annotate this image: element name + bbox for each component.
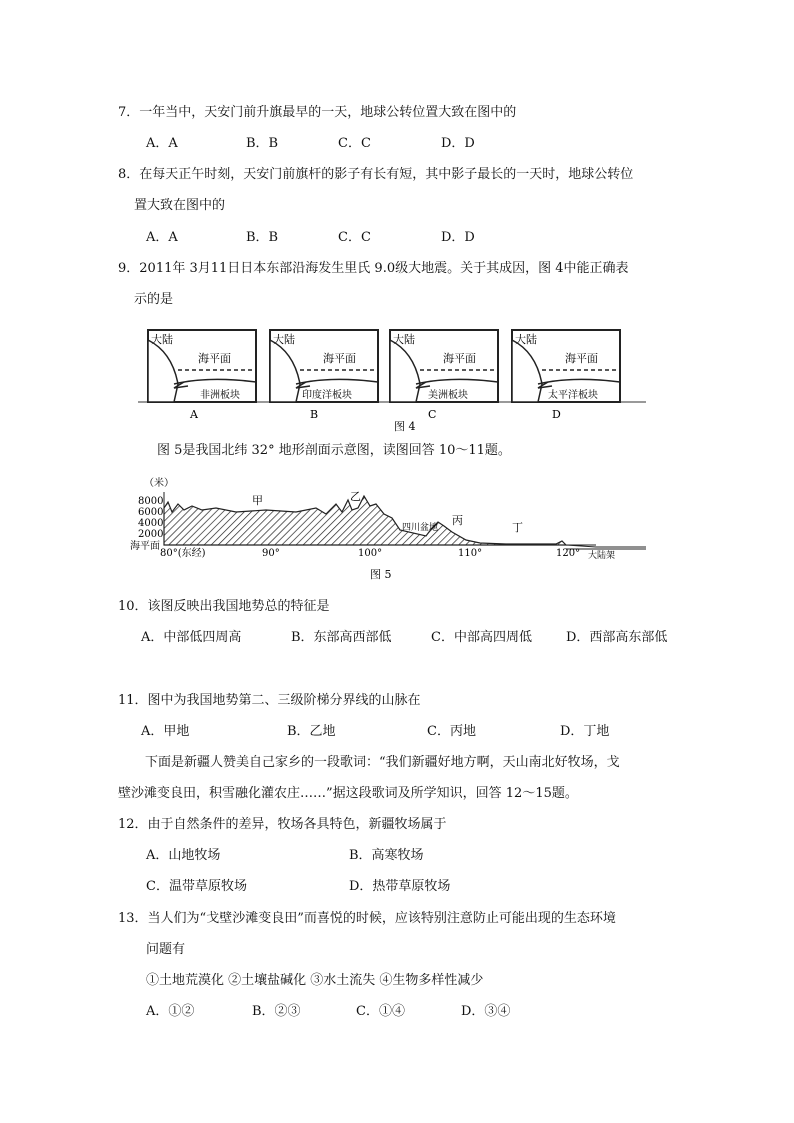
q10-option-b[interactable]: B．东部高西部低 (291, 630, 392, 645)
fig4-b-sea: 海平面 (323, 352, 356, 365)
fig4-panel-a (148, 330, 256, 421)
q12-option-a[interactable]: A．山地牧场 (146, 848, 221, 863)
q8-stem-line1: 8．在每天正午时刻，天安门前旗杆的影子有长有短，其中影子最长的一天时，地球公转位 (118, 167, 634, 182)
fig5-ytick-2000: 2000 (138, 529, 164, 540)
fig5-xtick-100: 100° (358, 548, 383, 559)
q7-option-d[interactable]: D．D (441, 136, 475, 151)
q10-option-a[interactable]: A．中部低四周高 (141, 630, 242, 645)
figure-4-plate-diagram (138, 322, 646, 434)
q12-option-c[interactable]: C．温带草原牧场 (146, 879, 247, 894)
q13-option-d[interactable]: D．③④ (461, 1004, 511, 1019)
q7-option-a[interactable]: A．A (146, 136, 178, 151)
fig5-label-bing: 丙 (452, 514, 463, 527)
q11-option-c[interactable]: C．丙地 (427, 724, 476, 739)
fig4-c-letter: C (428, 408, 437, 421)
fig5-unit: （米） (144, 478, 174, 489)
q10-option-c[interactable]: C．中部高四周低 (431, 630, 532, 645)
fig4-panel-c (390, 330, 498, 421)
fig5-ytick-6000: 6000 (138, 507, 164, 518)
q13-option-b[interactable]: B．②③ (252, 1004, 301, 1019)
fig4-panel-d (512, 330, 620, 421)
q12-stem: 12．由于自然条件的差异，牧场各具特色，新疆牧场属于 (118, 817, 447, 832)
fig5-sea-level: 海平面 (130, 541, 160, 552)
q9-stem-line2: 示的是 (134, 292, 174, 307)
fig4-d-land: 大陆 (515, 333, 537, 346)
q11-stem: 11．图中为我国地势第二、三级阶梯分界线的山脉在 (118, 693, 421, 708)
fig4-a-letter: A (190, 408, 198, 421)
fig4-c-land: 大陆 (393, 333, 415, 346)
fig5-xtick-90: 90° (262, 548, 280, 559)
fig4-c-sea: 海平面 (443, 352, 476, 365)
q13-stem-line1: 13．当人们为“戈壁沙滩变良田”而喜悦的时候，应该特别注意防止可能出现的生态环境 (118, 911, 616, 926)
q8-option-c[interactable]: C．C (338, 230, 371, 245)
q13-items: ①土地荒漠化 ②土壤盐碱化 ③水土流失 ④生物多样性减少 (146, 973, 484, 988)
fig4-caption: 图 4 (394, 420, 416, 433)
fig5-xtick-120: 120° (556, 548, 581, 559)
q12-option-d[interactable]: D．热带草原牧场 (349, 879, 451, 894)
q13-option-c[interactable]: C．①④ (356, 1004, 405, 1019)
fig5-label-ding: 丁 (512, 521, 523, 534)
q9-stem-line1: 9．2011年 3月11日日本东部沿海发生里氏 9.0级大地震。关于其成因，图 4中能正确表 (118, 261, 629, 276)
fig4-d-letter: D (552, 408, 561, 421)
q7-option-b[interactable]: B．B (246, 136, 279, 151)
q8-option-b[interactable]: B．B (246, 230, 279, 245)
fig5-xtick-80: 80°(东经) (160, 548, 206, 559)
fig4-b-land: 大陆 (273, 333, 295, 346)
q8-option-d[interactable]: D．D (441, 230, 475, 245)
fig4-c-plate: 美洲板块 (428, 390, 468, 401)
fig4-b-letter: B (310, 408, 319, 421)
fig4-d-sea: 海平面 (565, 352, 598, 365)
q11-option-d[interactable]: D．丁地 (560, 724, 610, 739)
passage-line1: 下面是新疆人赞美自己家乡的一段歌词：“我们新疆好地方啊，天山南北好牧场，戈 (145, 755, 620, 770)
q7-option-c[interactable]: C．C (338, 136, 371, 151)
fig5-ytick-4000: 4000 (138, 518, 164, 529)
q11-option-b[interactable]: B．乙地 (287, 724, 336, 739)
q13-stem-line2: 问题有 (146, 942, 186, 957)
fig5-caption: 图 5 (370, 568, 392, 581)
q10-stem: 10．该图反映出我国地势总的特征是 (118, 599, 330, 614)
q10-option-d[interactable]: D．西部高东部低 (566, 630, 668, 645)
fig4-panel-b (270, 330, 378, 421)
fig4-b-plate: 印度洋板块 (302, 390, 352, 401)
fig4-a-plate: 非洲板块 (200, 390, 240, 401)
passage-line2: 壁沙滩变良田，积雪融化灌农庄……”据这段歌词及所学知识，回答 12～15题。 (118, 786, 578, 801)
fig4-d-plate: 太平洋板块 (548, 390, 598, 401)
fig5-label-shelf: 大陆架 (588, 551, 616, 561)
fig5-label-jia: 甲 (252, 494, 263, 507)
fig5-label-yi: 乙 (350, 490, 361, 503)
fig4-a-land: 大陆 (151, 333, 173, 346)
fig5-ytick-8000: 8000 (138, 496, 164, 507)
q13-option-a[interactable]: A．①② (146, 1004, 195, 1019)
fig5-intro: 图 5是我国北纬 32° 地形剖面示意图，读图回答 10～11题。 (157, 443, 511, 458)
figure-5-terrain-profile (126, 474, 650, 584)
q11-option-a[interactable]: A．甲地 (141, 724, 190, 739)
q8-stem-line2: 置大致在图中的 (134, 198, 226, 213)
fig4-a-sea: 海平面 (198, 352, 231, 365)
q12-option-b[interactable]: B．高寒牧场 (349, 848, 424, 863)
fig5-xtick-110: 110° (458, 548, 483, 559)
fig5-label-basin: 四川盆地 (402, 523, 439, 533)
q7-stem: 7．一年当中，天安门前升旗最早的一天，地球公转位置大致在图中的 (118, 105, 517, 120)
q8-option-a[interactable]: A．A (146, 230, 178, 245)
